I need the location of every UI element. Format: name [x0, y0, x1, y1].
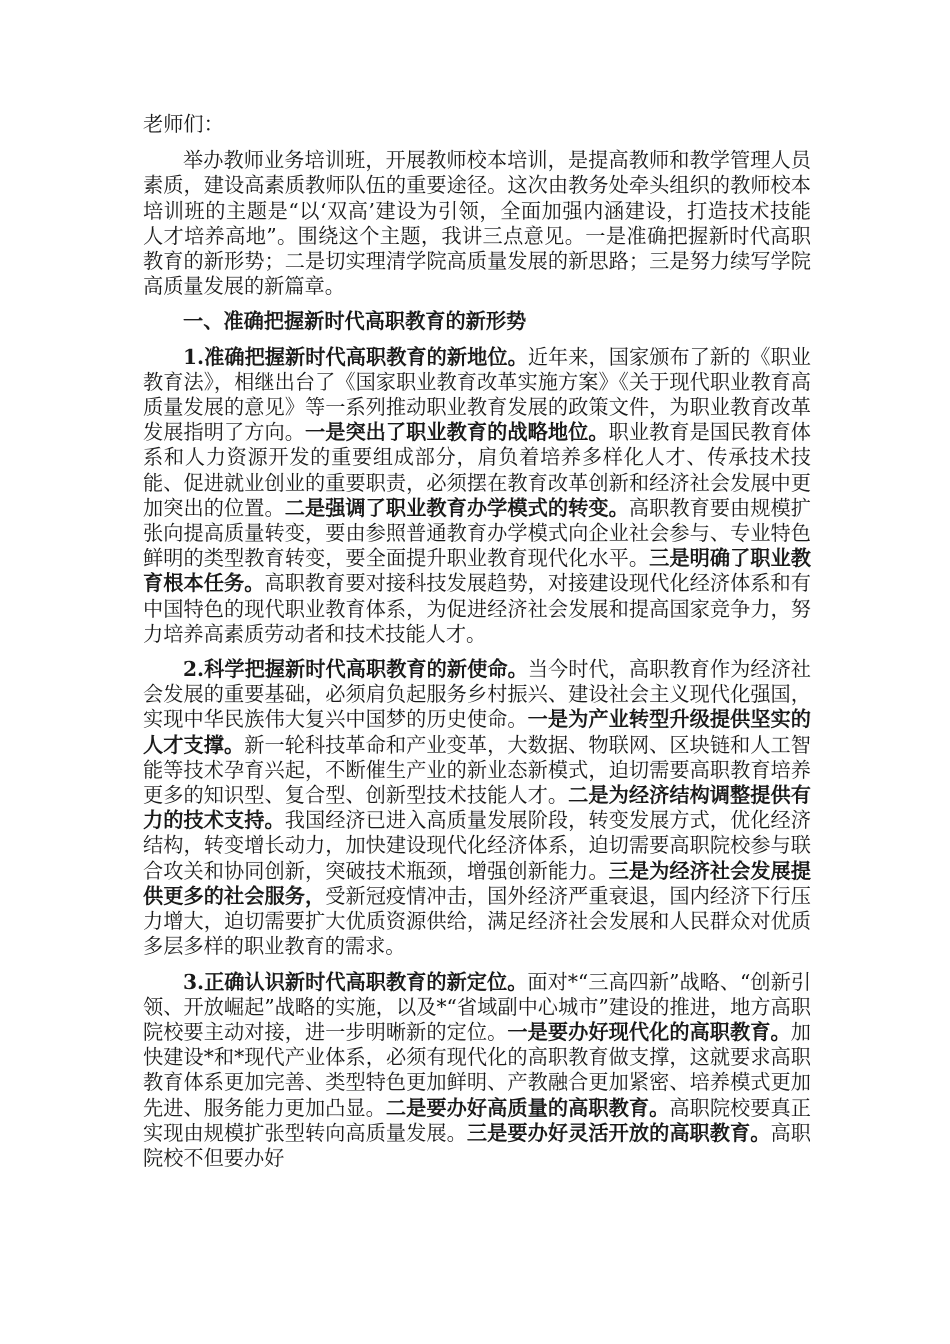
paragraph-2-point-2: 二是为经济结构调整提供有力的技术支持。 — [143, 783, 811, 833]
paragraph-3-text-2: 加快建设*和*现代产业体系，必须有现代化的高职教育做支撑，这就要求高职教育体系更加完善、类型特色更加鲜明、产教融合更加紧密、培养模式更加先进、服务能力更加凸显。 — [143, 1019, 811, 1120]
paragraph-3-point-1: 一是要办好现代化的高职教育。 — [507, 1019, 791, 1044]
paragraph-1 — [143, 345, 811, 647]
paragraph-3-text-4: 高职院校不但要办好 — [143, 1120, 811, 1170]
paragraph-2-text-2: 新一轮科技革命和产业变革，大数据、物联网、区块链和人工智能等技术孕育兴起，不断催生产业的新业态新模式，迫切需要高职教育培养更多的知识型、复合型、创新型技术技能人才。 — [143, 732, 811, 808]
paragraph-1-text-4: 高职教育要对接科技发展趋势，对接建设现代化经济体系和有中国特色的现代职业教育体系，为促进经济社会发展和提高国家竞争力，努力培养高素质劳动者和技术技能人才。 — [143, 571, 811, 646]
paragraph-2 — [143, 657, 811, 959]
paragraph-2-point-1: 一是为产业转型升级提供坚实的人才支撑。 — [143, 707, 811, 757]
paragraph-3-text-3: 高职院校要真正实现由规模扩张型转向高质量发展。 — [143, 1095, 811, 1145]
paragraph-2-title: 2.科学把握新时代高职教育的新使命。 — [183, 657, 528, 682]
intro-paragraph: 举办教师业务培训班，开展教师校本培训，是提高教师和教学管理人员素质，建设高素质教师队伍的重要途径。这次由教务处牵头组织的教师校本培训班的主题是“以‘双高’建设为引领，全面加强内涵建设，打造技术技能人才培养高地”。围绕这个主题，我讲三点意见。一是准确把握新时代高职教育的新形势；二是切实理清学院高质量发展的新思路；三是努力续写学院高质量发展的新篇章。 — [143, 148, 811, 299]
paragraph-1-point-1: 一是突出了职业教育的战略地位。 — [304, 420, 609, 445]
paragraph-3-point-2: 二是要办好高质量的高职教育。 — [385, 1095, 670, 1120]
paragraph-3-point-3: 三是要办好灵活开放的高职教育。 — [466, 1120, 771, 1145]
paragraph-1-text-2: 职业教育是国民教育体系和人力资源开发的重要组成部分，肩负着培养多样化人才、传承技术技能、促进就业创业的重要职责，必须摆在教育改革创新和经济社会发展中更加突出的位置。 — [143, 420, 811, 520]
paragraph-1-point-3: 三是明确了职业教育根本任务。 — [143, 546, 811, 596]
paragraph-2-text-3: 我国经济已进入高质量发展阶段，转变发展方式，优化经济结构，转变增长动力，加快建设现代化经济体系，迫切需要高职院校参与联合攻关和协同创新，突破技术瓶颈，增强创新能力。 — [143, 808, 811, 883]
document-page — [143, 112, 811, 1171]
paragraph-2-text-4: 受新冠疫情冲击，国外经济严重衰退，国内经济下行压力增大，迫切需要扩大优质资源供给，满足经济社会发展和人民群众对优质多层多样的职业教育的需求。 — [143, 883, 811, 959]
paragraph-3-title: 3.正确认识新时代高职教育的新定位。 — [183, 969, 528, 994]
paragraph-1-point-2: 二是强调了职业教育办学模式的转变。 — [284, 495, 629, 520]
paragraph-3-text-1: 面对*“三高四新”战略、“创新引领、开放崛起”战略的实施，以及*“省域副中心城市”建设的推进，地方高职院校要主动对接，进一步明晰新的定位。 — [143, 969, 812, 1044]
section-heading: 一、准确把握新时代高职教育的新形势 — [183, 309, 527, 334]
paragraph-3 — [143, 970, 811, 1172]
paragraph-1-text-1: 近年来，国家颁布了新的《职业教育法》，相继出台了《国家职业教育改革实施方案》《关于现代职业教育高质量发展的意见》等一系列推动职业教育发展的政策文件，为职业教育改革发展指明了方向。 — [143, 344, 811, 445]
greeting: 老师们： — [143, 112, 224, 136]
paragraph-1-text-3: 高职教育要由规模扩张向提高质量转变，要由参照普通教育办学模式向企业社会参与、专业特色鲜明的类型教育转变，要全面提升职业教育现代化水平。 — [143, 495, 811, 571]
paragraph-2-text-1: 当今时代，高职教育作为经济社会发展的重要基础，必须肩负起服务乡村振兴、建设社会主义现代化强国，实现中华民族伟大复兴中国梦的历史使命。 — [143, 657, 811, 732]
paragraph-1-title: 1.准确把握新时代高职教育的新地位。 — [183, 344, 528, 369]
paragraph-2-point-3: 三是为经济社会发展提供更多的社会服务， — [143, 858, 811, 908]
